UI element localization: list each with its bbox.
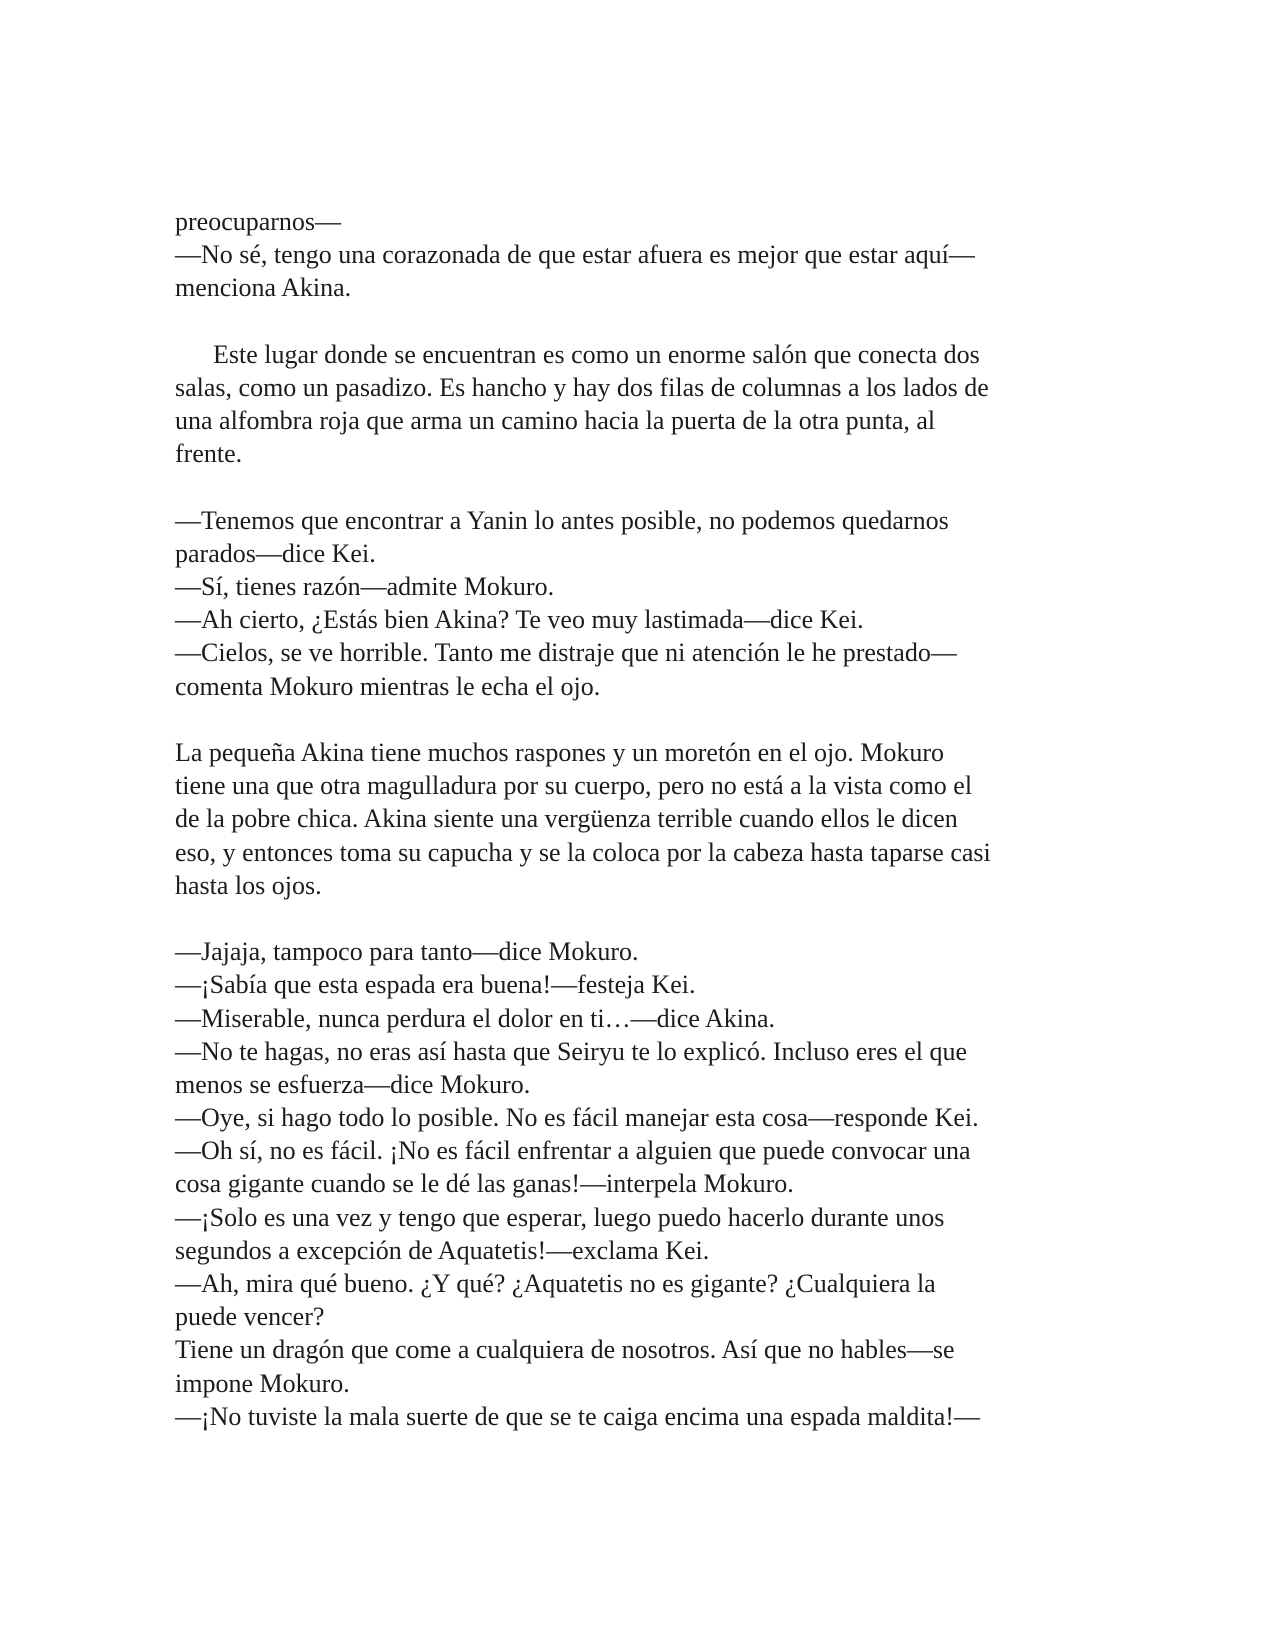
text-line: preocuparnos— [175,207,342,236]
text-line: comenta Mokuro mientras le echa el ojo. [175,671,601,701]
text-line: —Miserable, nunca perdura el dolor en ti…—dice Akina. [175,1003,775,1033]
text-line: —Ah, mira qué bueno. ¿Y qué? ¿Aquatetis no es gigante? ¿Cualquiera la [175,1269,936,1298]
text-line: de la pobre chica. Akina siente una vergüenza terrible cuando ellos le dicen [175,804,958,834]
text-line: —Oh sí, no es fácil. ¡No es fácil enfrentar a alguien que puede convocar una [175,1136,971,1166]
text-line: frente. [175,439,243,469]
text-line: —Sí, tienes razón—admite Mokuro. [175,572,555,602]
text-line: —Oye, si hago todo lo posible. No es fácil manejar esta cosa—responde Kei. [175,1103,979,1133]
paragraph-gap [175,703,1095,736]
text-line: impone Mokuro. [175,1368,350,1398]
text-line: una alfombra roja que arma un camino hacia la puerta de la otra punta, al [175,406,936,436]
text-line: puede vencer? [175,1302,325,1332]
text-line: tiene una que otra magulladura por su cuerpo, pero no está a la vista como el [175,771,973,801]
text-line: —Cielos, se ve horrible. Tanto me distraje que ni atención le he prestado— [175,638,957,668]
text-line: cosa gigante cuando se le dé las ganas!—interpela Mokuro. [175,1169,794,1199]
text-line: Tiene un dragón que come a cualquiera de nosotros. Así que no hables—se [175,1335,955,1365]
text-line: menciona Akina. [175,273,352,303]
paragraph-gap [175,305,1095,338]
text-line: —Jajaja, tampoco para tanto—dice Mokuro. [175,937,639,967]
text-line: menos se esfuerza—dice Mokuro. [175,1069,531,1099]
text-line: —No sé, tengo una corazonada de que estar afuera es mejor que estar aquí— [175,240,975,270]
body-text [175,205,1095,1433]
paragraph-gap [175,902,1095,935]
text-line: La pequeña Akina tiene muchos raspones y un moretón en el ojo. Mokuro [175,738,944,767]
text-line: —¡Sabía que esta espada era buena!—festeja Kei. [175,970,696,1000]
text-line: —Ah cierto, ¿Estás bien Akina? Te veo muy lastimada—dice Kei. [175,605,864,635]
text-line: —¡Solo es una vez y tengo que esperar, luego puedo hacerlo durante unos [175,1202,945,1232]
text-line: segundos a excepción de Aquatetis!—exclama Kei. [175,1235,710,1265]
text-line: Este lugar donde se encuentran es como un enorme salón que conecta dos [213,339,980,369]
text-line: eso, y entonces toma su capucha y se la coloca por la cabeza hasta taparse casi [175,837,991,867]
text-line: parados—dice Kei. [175,538,376,568]
text-line: —¡No tuviste la mala suerte de que se te caiga encima una espada maldita!— [175,1401,980,1431]
text-line: salas, como un pasadizo. Es hancho y hay dos filas de columnas a los lados de [175,372,989,402]
text-line: hasta los ojos. [175,870,322,900]
paragraph-gap [175,471,1095,504]
text-line: —Tenemos que encontrar a Yanin lo antes posible, no podemos quedarnos [175,505,949,535]
text-line: —No te hagas, no eras así hasta que Seiryu te lo explicó. Incluso eres el que [175,1036,968,1066]
